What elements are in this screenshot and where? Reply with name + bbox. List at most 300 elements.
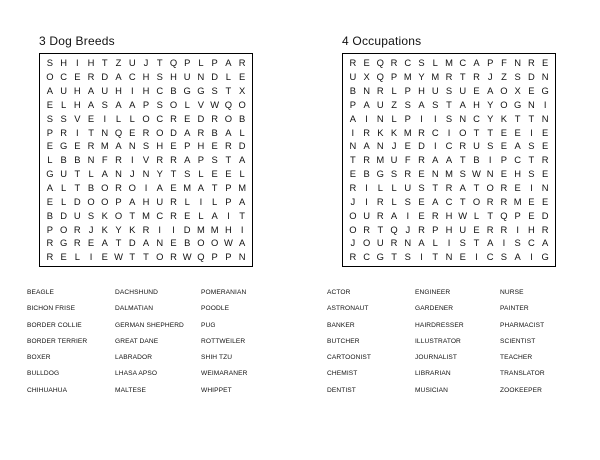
word-item: BEAGLE [27,289,54,296]
grid-letter: C [128,71,136,83]
grid-letter: P [432,223,439,235]
grid-letter: T [459,71,466,83]
grid-letter: R [46,237,54,249]
grid-letter: G [541,251,549,263]
grid-letter: C [156,112,164,124]
grid-letter: O [459,126,467,138]
grid-letter: O [211,237,219,249]
word-item: ILLUSTRATOR [415,337,461,345]
grid-letter: S [46,112,53,124]
grid-letter: G [197,84,205,96]
grid-letter: B [349,84,356,96]
grid-letter: O [156,126,164,138]
grid-letter: A [129,98,136,110]
grid-letter: U [73,209,81,221]
grid-letter: R [156,154,164,166]
grid-letter: U [183,71,191,83]
grid-letter: R [363,126,370,138]
grid-letter: O [486,182,494,194]
grid-letter: A [514,251,521,263]
grid-letter: W [458,209,468,221]
grid-letter: M [431,71,440,83]
grid-letter: I [351,126,355,138]
grid-letter: J [487,71,493,83]
letter-grid [342,53,556,267]
grid-letter: I [516,223,519,235]
grid-letter: A [363,98,370,110]
grid-letter: I [130,84,134,96]
grid-letter: H [473,98,480,110]
grid-letter: I [406,209,410,221]
grid-letter: A [514,140,521,152]
grid-letter: S [418,57,425,69]
grid-letter: C [486,251,494,263]
grid-letter: B [46,209,53,221]
grid-letter: R [445,182,453,194]
grid-letter: I [502,237,506,249]
grid-letter: A [101,168,108,180]
grid-letter: H [142,84,150,96]
word-item: HAIRDRESSER [415,321,464,329]
grid-letter: G [183,84,191,96]
grid-letter: S [528,140,535,152]
grid-letter: E [349,168,356,180]
word-item: DACHSHUND [115,289,159,296]
grid-letter: T [473,182,480,194]
grid-letter: E [46,140,53,152]
grid-letter: C [431,126,439,138]
grid-letter: B [363,168,370,180]
grid-letter: E [418,168,425,180]
grid-letter: R [390,57,398,69]
grid-letter: O [87,195,95,207]
grid-letter: R [197,126,205,138]
grid-letter: I [420,251,423,263]
grid-letter: T [156,57,163,69]
grid-letter: Z [391,98,397,110]
grid-letter: U [60,168,67,180]
grid-letter: D [197,112,205,124]
grid-letter: N [376,112,384,124]
grid-letter: S [390,168,398,180]
grid-letter: D [60,209,67,221]
grid-letter: R [363,223,370,235]
word-list [27,289,257,403]
grid-letter: Q [390,223,398,235]
grid-letter: R [473,71,480,83]
grid-letter: R [541,154,549,166]
grid-letter: O [59,223,68,235]
grid-letter: C [404,57,412,69]
grid-letter: U [128,57,136,69]
grid-letter: S [418,182,425,194]
grid-letter: E [225,168,232,180]
grid-letter: D [170,126,177,138]
grid-letter: L [88,168,94,180]
grid-letter: O [142,112,150,124]
grid-letter: T [170,168,177,180]
grid-letter: R [60,126,67,138]
grid-letter: O [238,98,246,110]
word-item: MUSICIAN [415,386,449,394]
grid-letter: N [87,154,95,166]
grid-letter: Y [487,112,494,124]
grid-letter: S [156,98,163,110]
grid-letter: L [184,195,190,207]
grid-letter: X [514,84,521,96]
grid-letter: E [473,223,480,235]
grid-letter: U [459,223,467,235]
grid-letter: N [115,168,122,180]
grid-letter: P [487,57,494,69]
grid-letter: H [142,195,150,207]
grid-letter: Q [224,98,233,110]
grid-letter: D [238,140,246,152]
grid-letter: T [225,84,232,96]
grid-letter: M [513,195,522,207]
word-item: CHEMIST [327,370,358,378]
grid-letter: M [100,140,109,152]
grid-letter: T [473,237,480,249]
grid-letter: M [197,223,205,235]
grid-letter: J [350,195,356,207]
grid-letter: E [542,195,549,207]
grid-letter: C [473,112,480,124]
grid-letter: T [225,154,232,166]
grid-letter: P [142,98,150,110]
grid-letter: U [390,154,398,166]
word-item: LIBRARIAN [415,370,451,378]
word-item: JOURNALIST [415,354,458,362]
grid-letter: S [500,251,508,263]
grid-letter: I [365,112,368,124]
grid-letter: N [459,112,467,124]
grid-letter: P [46,126,53,138]
grid-letter: R [376,209,384,221]
grid-letter: N [101,126,109,138]
grid-letter: I [89,251,93,263]
grid-letter: A [211,209,218,221]
grid-letter: A [349,112,356,124]
grid-letter: G [514,98,522,110]
grid-letter: Q [376,71,384,83]
grid-letter: A [432,195,439,207]
word-item: GERMAN SHEPHERD [115,321,184,329]
word-item: ROTTWEILER [201,337,246,345]
grid-letter: T [101,57,108,69]
grid-letter: T [115,237,122,249]
grid-letter: C [445,195,453,207]
grid-letter: H [418,84,425,96]
grid-letter: C [459,57,467,69]
grid-letter: O [362,237,371,249]
grid-letter: I [158,223,162,235]
grid-letter: D [418,140,425,152]
grid-letter: E [74,71,81,83]
grid-letter: L [377,182,383,194]
word-item: BORDER COLLIE [27,321,82,329]
grid-letter: E [239,71,246,83]
grid-letter: P [211,57,218,69]
grid-letter: R [87,140,95,152]
grid-letter: O [349,223,357,235]
grid-letter: L [391,182,397,194]
grid-letter: N [486,168,494,180]
grid-letter: P [225,251,232,263]
grid-letter: R [73,237,81,249]
grid-letter: U [60,84,67,96]
grid-letter: V [142,154,150,166]
grid-letter: M [403,71,412,83]
grid-letter: N [541,71,549,83]
grid-letter: C [363,251,370,263]
puzzle-title: 4 Occupations [342,34,422,48]
grid-letter: A [184,126,191,138]
word-list [327,289,557,403]
grid-letter: E [542,57,549,69]
word-item: TRANSLATOR [500,370,545,378]
grid-letter: M [238,182,247,194]
word-item: BOXER [27,354,51,362]
grid-letter: T [211,182,218,194]
grid-letter: G [59,237,68,249]
grid-letter: O [349,209,357,221]
grid-letter: H [156,140,164,152]
grid-letter: B [60,154,67,166]
grid-letter: S [514,237,521,249]
word-item: ACTOR [327,289,351,296]
grid-letter: S [404,195,411,207]
grid-letter: R [87,71,95,83]
grid-letter: Y [156,168,163,180]
grid-letter: U [473,140,480,152]
word-item: BICHON FRISE [27,305,76,313]
grid-letter: A [115,140,122,152]
grid-letter: W [223,237,233,249]
grid-letter: I [365,195,368,207]
grid-letter: T [129,209,136,221]
grid-letter: P [404,112,411,124]
grid-letter: L [225,71,231,83]
grid-letter: A [239,237,246,249]
grid-letter: H [170,71,177,83]
grid-letter: A [363,140,370,152]
grid-letter: L [129,112,135,124]
word-item: POODLE [201,305,230,313]
grid-letter: S [528,168,535,180]
grid-letter: A [239,154,246,166]
grid-letter: N [514,57,522,69]
grid-letter: M [142,209,150,221]
grid-letter: B [184,237,191,249]
grid-letter: W [182,251,192,263]
grid-letter: I [530,126,533,138]
grid-letter: P [46,223,53,235]
grid-letter: S [432,98,439,110]
grid-letter: E [46,98,53,110]
grid-letter: R [500,195,508,207]
word-item: TEACHER [500,354,533,362]
grid-letter: R [445,71,453,83]
grid-letter: E [418,209,425,221]
word-item: PHARMACIST [500,321,545,329]
grid-letter: S [184,168,191,180]
grid-letter: L [198,209,204,221]
grid-letter: N [142,168,150,180]
grid-letter: N [541,182,549,194]
grid-letter: K [101,209,108,221]
grid-letter: O [156,251,164,263]
grid-letter: H [225,223,232,235]
grid-letter: A [225,126,232,138]
grid-letter: K [377,126,384,138]
grid-letter: P [211,251,218,263]
grid-letter: S [404,251,411,263]
grid-letter: E [170,140,177,152]
grid-letter: R [459,140,467,152]
puzzle-title: 3 Dog Breeds [39,34,115,48]
grid-letter: N [528,98,535,110]
word-item: WHIPPET [201,386,232,394]
grid-letter: R [170,195,177,207]
grid-letter: I [488,154,492,166]
grid-letter: N [363,84,370,96]
grid-letter: G [376,168,384,180]
grid-letter: O [500,84,508,96]
grid-letter: P [390,71,398,83]
grid-letter: P [184,57,191,69]
word-item: BORDER TERRIER [27,337,88,345]
grid-letter: K [129,223,136,235]
grid-letter: O [114,209,123,221]
grid-letter: M [445,57,453,69]
grid-letter: A [390,209,398,221]
grid-letter: L [212,195,218,207]
grid-letter: A [87,84,95,96]
word-item: PUG [201,321,216,329]
grid-letter: A [445,154,453,166]
grid-letter: N [431,168,439,180]
word-item: SCIENTIST [500,337,536,345]
word-item: PAINTER [500,305,529,313]
grid-letter: A [184,154,191,166]
grid-letter: E [170,182,177,194]
word-item: LABRADOR [115,354,153,362]
grid-letter: V [197,98,205,110]
grid-letter: Y [418,71,425,83]
grid-letter: C [514,154,522,166]
grid-letter: A [473,57,480,69]
grid-letter: U [404,182,412,194]
grid-letter: R [211,112,219,124]
grid-letter: E [514,182,521,194]
grid-letter: R [46,251,54,263]
grid-letter: T [239,209,245,221]
grid-letter: R [115,182,122,194]
grid-letter: N [541,112,549,124]
grid-letter: Z [115,57,122,69]
grid-letter: I [172,223,175,235]
grid-letter: D [101,71,109,83]
grid-letter: E [184,209,191,221]
grid-letter: E [87,112,95,124]
grid-letter: L [432,57,438,69]
grid-letter: V [74,112,81,124]
grid-letter: T [74,168,81,180]
grid-letter: P [197,154,205,166]
grid-letter: I [130,154,134,166]
grid-letter: O [128,182,136,194]
grid-letter: R [115,154,122,166]
grid-letter: S [514,71,521,83]
grid-letter: T [528,154,535,166]
grid-letter: T [473,126,480,138]
grid-letter: U [459,84,467,96]
grid-letter: M [445,168,453,180]
grid-letter: S [445,112,453,124]
grid-letter: P [225,195,232,207]
grid-letter: X [239,84,246,96]
grid-letter: I [144,182,148,194]
grid-letter: F [501,57,507,69]
grid-letter: L [115,112,122,124]
grid-letter: W [210,98,220,110]
grid-letter: N [197,71,205,83]
grid-letter: R [238,57,246,69]
grid-letter: A [487,237,494,249]
grid-letter: N [156,237,164,249]
grid-letter: R [500,182,508,194]
grid-letter: A [87,98,95,110]
grid-letter: E [542,168,549,180]
grid-letter: D [73,195,81,207]
grid-letter: A [101,237,108,249]
grid-letter: I [530,182,533,194]
grid-letter: P [184,140,191,152]
grid-letter: J [391,140,397,152]
grid-letter: E [363,57,370,69]
grid-letter: H [197,140,205,152]
grid-letter: U [376,237,384,249]
grid-letter: H [87,57,95,69]
word-item: BUTCHER [327,337,360,345]
grid-letter: T [391,251,397,263]
grid-letter: D [183,223,191,235]
grid-letter: R [142,126,150,138]
grid-letter: E [418,195,425,207]
grid-letter: B [211,126,218,138]
grid-letter: R [363,154,370,166]
grid-letter: U [349,71,357,83]
grid-letter: R [431,209,439,221]
grid-letter: E [170,237,177,249]
grid-letter: K [390,126,398,138]
grid-letter: A [197,182,205,194]
grid-letter: L [239,126,245,138]
grid-letter: P [404,84,411,96]
grid-letter: E [74,140,81,152]
grid-letter: E [542,140,549,152]
word-item: CHIHUAHUA [27,386,68,394]
grid-letter: C [156,209,164,221]
grid-letter: O [224,112,233,124]
grid-letter: R [349,251,357,263]
grid-letter: A [418,98,425,110]
grid-letter: H [73,98,81,110]
grid-letter: W [114,251,123,263]
grid-letter: W [472,168,481,180]
grid-letter: Y [115,223,122,235]
